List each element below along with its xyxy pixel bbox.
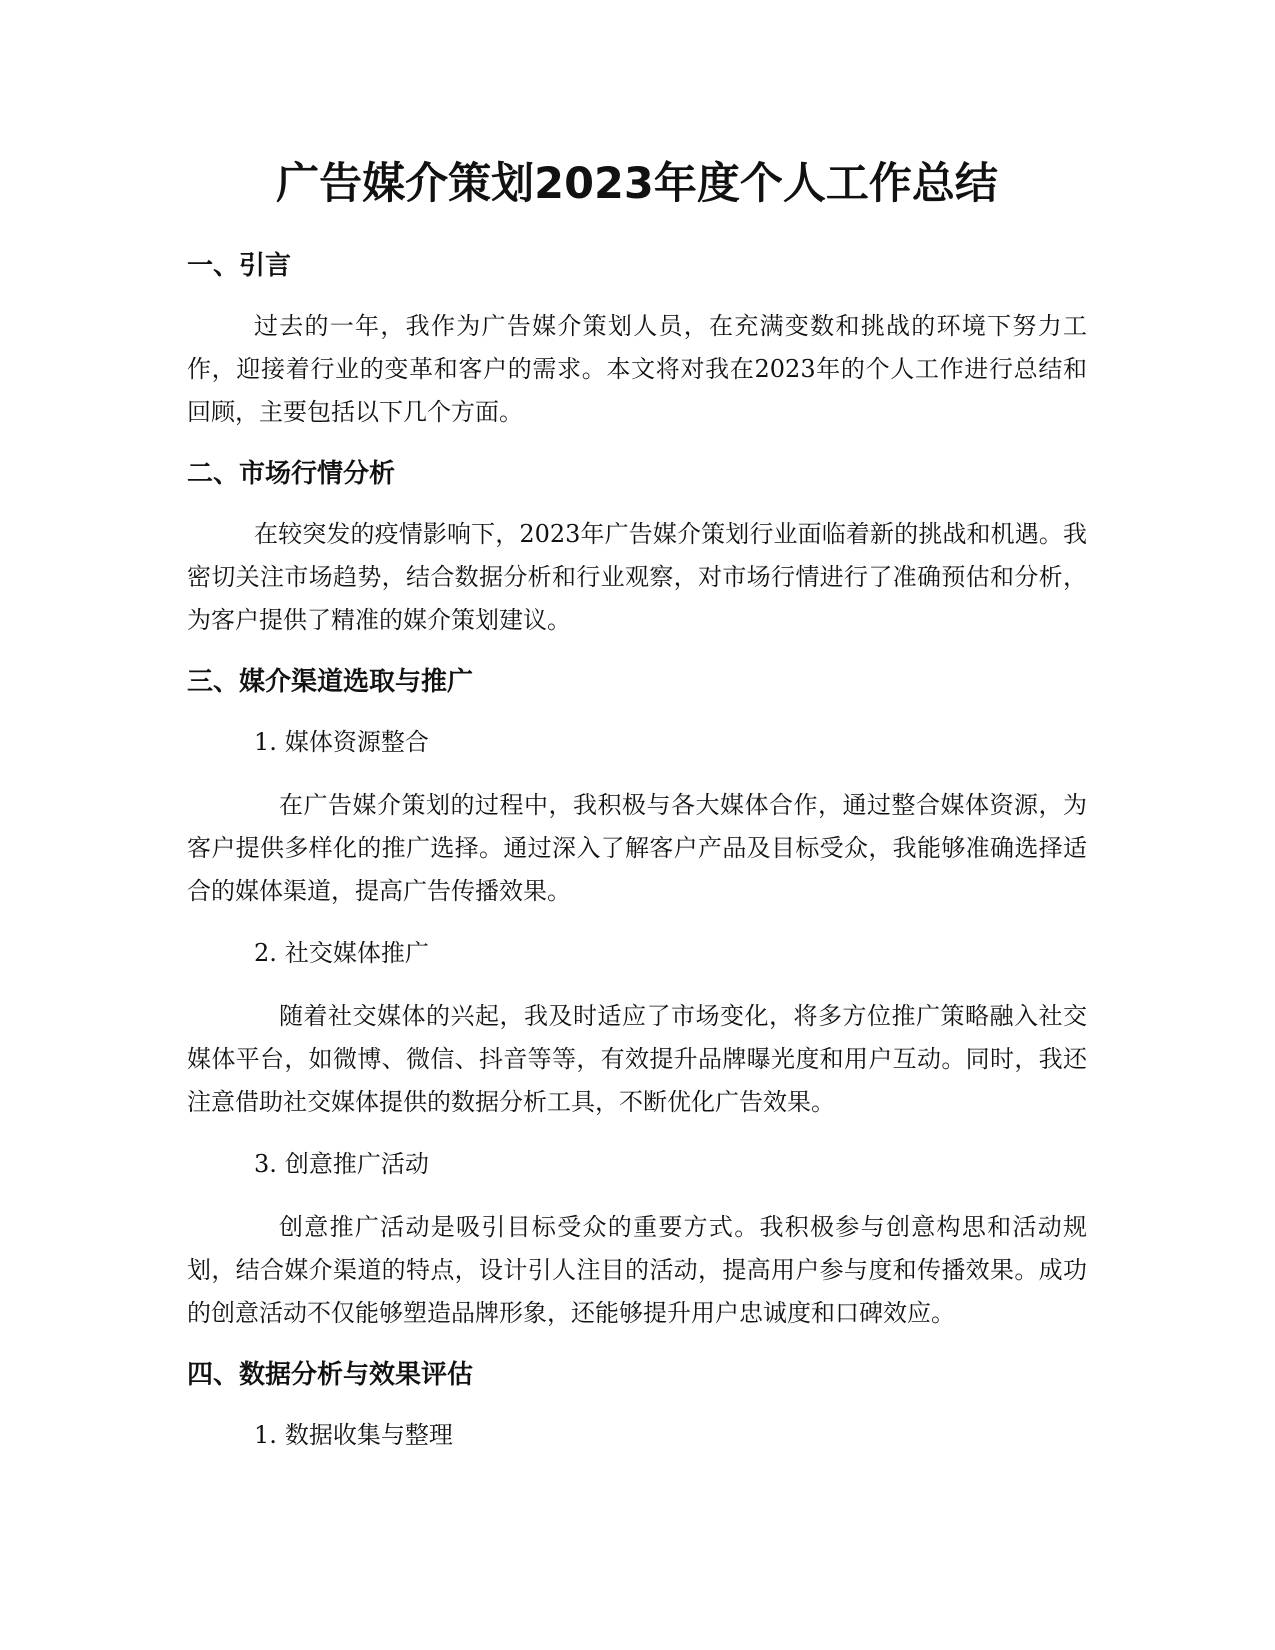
list-item-label: 社交媒体推广 [284, 939, 429, 967]
section-paragraph: 在较突发的疫情影响下，2023年广告媒介策划行业面临着新的挑战和机遇。我密切关注市场趋势，结合数据分析和行业观察，对市场行情进行了准确预估和分析，为客户提供了精准的媒介策划建议。 [187, 520, 1087, 634]
list-item [254, 933, 1087, 973]
list-item-number: 3. [254, 1150, 277, 1178]
list-item [254, 722, 1087, 762]
list-item [254, 1144, 1087, 1184]
list-item-label: 创意推广活动 [284, 1150, 429, 1178]
list-item-number: 1. [254, 728, 277, 756]
list-item-number: 2. [254, 939, 277, 967]
list-item-label: 数据收集与整理 [284, 1421, 453, 1449]
section-paragraph: 过去的一年，我作为广告媒介策划人员，在充满变数和挑战的环境下努力工作，迎接着行业的变革和客户的需求。本文将对我在2023年的个人工作进行总结和回顾，主要包括以下几个方面。 [187, 312, 1087, 426]
document-title: 广告媒介策划2023年度个人工作总结 [276, 159, 998, 209]
list-item-number: 1. [254, 1421, 277, 1449]
section-heading-market: 二、市场行情分析 [187, 459, 396, 489]
section-heading-data-analysis: 四、数据分析与效果评估 [187, 1360, 474, 1390]
list-item [254, 1415, 1087, 1455]
document-body [187, 152, 1087, 1455]
subsection-paragraph: 创意推广活动是吸引目标受众的重要方式。我积极参与创意构思和活动规划，结合媒介渠道的特点，设计引人注目的活动，提高用户参与度和传播效果。成功的创意活动不仅能够塑造品牌形象，还能够提升用户忠诚度和口碑效应。 [187, 1213, 1087, 1327]
list-item-label: 媒体资源整合 [284, 728, 429, 756]
subsection-paragraph: 在广告媒介策划的过程中，我积极与各大媒体合作，通过整合媒体资源，为客户提供多样化的推广选择。通过深入了解客户产品及目标受众，我能够准确选择适合的媒体渠道，提高广告传播效果。 [187, 791, 1087, 905]
section-heading-intro: 一、引言 [187, 251, 292, 281]
section-heading-channels: 三、媒介渠道选取与推广 [187, 667, 474, 697]
subsection-paragraph: 随着社交媒体的兴起，我及时适应了市场变化，将多方位推广策略融入社交媒体平台，如微博、微信、抖音等等，有效提升品牌曝光度和用户互动。同时，我还注意借助社交媒体提供的数据分析工具，不断优化广告效果。 [187, 1002, 1087, 1116]
